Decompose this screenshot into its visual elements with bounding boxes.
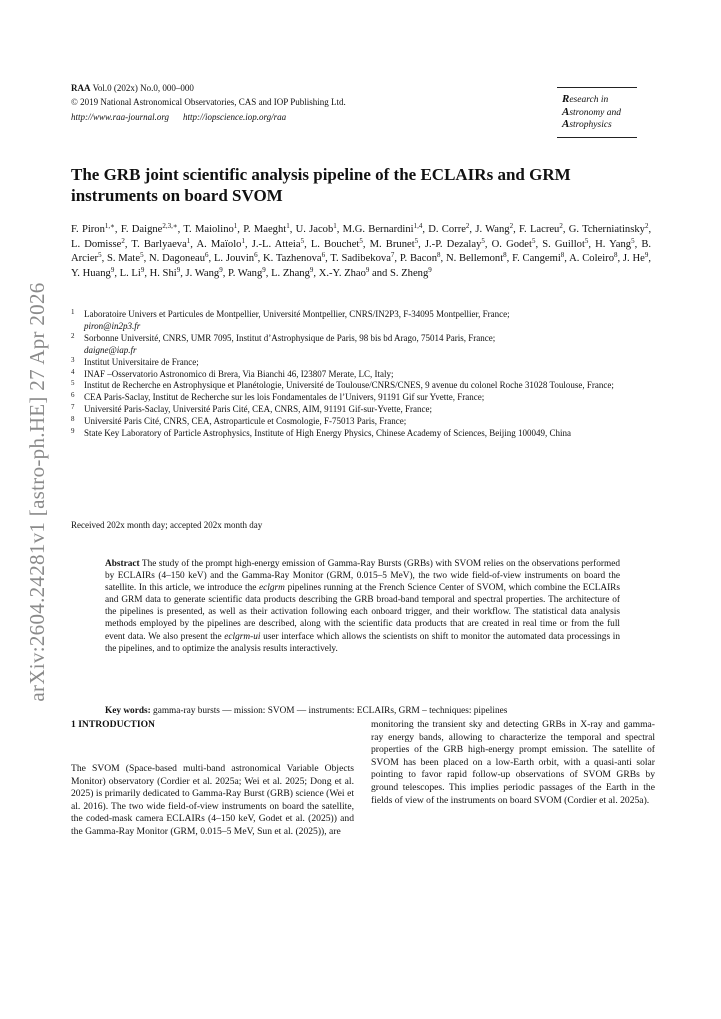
affiliation-text: Institut de Recherche en Astrophysique et Planétologie, Université de Toulouse/CNRS/CNES, 9 avenue du colonel Roche 31028 Toulouse, France; [84, 380, 614, 391]
affiliation-number: 8 [71, 415, 75, 424]
author-affiliation-mark: 9 [140, 265, 145, 274]
author-name: P. Bacon [399, 253, 438, 265]
abstract-label: Abstract [105, 559, 140, 569]
author-name: S. Zheng [389, 267, 429, 279]
author-affiliation-mark: 6 [321, 251, 326, 260]
author-name: Y. Huang [71, 267, 111, 279]
author-name: O. Godet [491, 238, 532, 250]
author-name: H. Shi [149, 267, 177, 279]
author-name: K. Tazhenova [263, 253, 322, 265]
intro-right-column: monitoring the transient sky and detecting GRBs in X-ray and gamma-ray energy bands, allowing to characterize the temporal and spectral properties of the GRB high-energy prompt emission. The satellite of SVOM has been placed on a low-Earth orbit, with a quasi-anti solar pointing to favor rapid follow-up observations of SVOM GRBs by ground telescopes. This implies periodic passages of the Earth in the fields of view of the instruments on board SVOM (Cordier et al. 2025a). [371, 719, 655, 806]
author-affiliation-mark: 5 [414, 236, 419, 245]
affiliation-text: Université Paris Cité, CNRS, CEA, Astroparticule et Cosmologie, F-75013 Paris, France; [84, 416, 407, 427]
author-name: M. Brunet [369, 238, 415, 250]
volume-info: Vol.0 (202x) No.0, 000–000 [92, 83, 194, 93]
author-name: N. Bellemont [445, 253, 504, 265]
author-affiliation-mark: 9 [365, 265, 370, 274]
author-name: T. Maiolino [183, 224, 234, 235]
author-affiliation-mark: 2 [121, 236, 125, 245]
affiliation-item [71, 380, 653, 392]
author-affiliation-mark: 2 [644, 222, 649, 230]
keywords-text: gamma-ray bursts — mission: SVOM — instruments: ECLAIRs, GRM – techniques: pipelines [153, 706, 508, 716]
author-affiliation-mark: 9 [262, 265, 266, 274]
journal-logo [562, 94, 642, 132]
author-name: N. Dagoneau [149, 253, 206, 265]
affiliation-number: 7 [71, 403, 75, 412]
author-affiliation-mark: 8 [614, 251, 618, 260]
author-affiliation-mark: 6 [254, 251, 258, 260]
author-affiliation-mark: 1,4 [413, 222, 423, 230]
author-name: U. Jacob [295, 224, 334, 235]
logo-bottom-rule [557, 137, 637, 138]
author-name: L. Li [119, 267, 141, 279]
author-affiliation-mark: 5 [481, 236, 485, 245]
keywords-label: Key words: [105, 706, 151, 716]
author-name: B. Arcier [71, 238, 652, 265]
author-name: G. Tcherniatinsky [568, 224, 645, 235]
affiliation-list [71, 309, 653, 440]
author-affiliation-mark: 9 [110, 265, 115, 274]
author-affiliation-mark: 9 [309, 265, 314, 274]
author-affiliation-mark: 5 [140, 251, 144, 260]
author-affiliation-mark: 2 [509, 222, 514, 230]
author-affiliation-mark: 9 [219, 265, 223, 274]
affiliation-text: Laboratoire Univers et Particules de Montpellier, Université Montpellier, CNRS/IN2P3, F-34095 Montpellier, France; [84, 309, 510, 319]
abstract-term-eclgrm: eclgrm [259, 583, 285, 594]
section-heading: 1 INTRODUCTION [71, 719, 155, 730]
logo-top-rule [557, 87, 637, 88]
author-affiliation-mark: 1 [233, 222, 238, 230]
affiliation-text: CEA Paris-Saclay, Institut de Recherche sur les lois Fondamentales de l’Univers, 91191 Gif sur Yvette, France; [84, 392, 485, 403]
author-affiliation-mark: 2,3,∗ [162, 222, 178, 230]
author-affiliation-mark: 1,∗ [104, 222, 115, 230]
author-name: J.-P. Dezalay [424, 238, 482, 250]
author-name: T. Barlyaeva [131, 238, 187, 250]
author-name: A. Coleiro [569, 253, 614, 265]
logo-line-2: Astronomy and [562, 105, 621, 118]
author-name: M.G. Bernardini [342, 224, 414, 235]
author-affiliation-mark: 9 [176, 265, 181, 274]
affiliation-text: INAF –Osservatorio Astronomico di Brera, Via Bianchi 46, I23807 Merate, LC, Italy; [84, 368, 394, 379]
author-affiliation-mark: 9 [428, 265, 432, 274]
affiliation-item [71, 428, 653, 440]
author-name: S. Mate [106, 253, 141, 265]
affiliation-email[interactable]: piron@in2p3.fr [84, 320, 141, 331]
author-affiliation-mark: 2 [559, 222, 563, 230]
author-affiliation-mark: 1 [333, 222, 337, 230]
logo-line-1: Research in [562, 93, 609, 105]
abstract [105, 558, 620, 655]
iop-url-link[interactable]: http://iopscience.iop.org/raa [183, 112, 287, 122]
journal-urls [71, 111, 286, 124]
author-name: D. Corre [428, 224, 466, 235]
affiliation-number: 9 [71, 427, 75, 436]
author-name: J. Wang [475, 224, 510, 235]
author-name: L. Domisse [71, 238, 122, 250]
abstract-text-3: user interface which allows the scientists on shift to monitor the automated data processings in the pipelines, and to optimize the analysis results interactively. [105, 631, 621, 654]
author-name: P. Wang [227, 267, 263, 279]
affiliation-item [71, 309, 653, 333]
received-date: Received 202x month day; accepted 202x month day [71, 520, 263, 530]
author-name: A. Maïolo [196, 238, 242, 250]
author-name: L. Zhang [271, 267, 310, 279]
author-name: H. Yang [595, 238, 632, 250]
author-name: J. He [622, 253, 645, 265]
affiliation-number: 4 [71, 367, 75, 376]
author-affiliation-mark: 5 [531, 236, 536, 245]
affiliation-item [71, 369, 653, 381]
author-affiliation-mark: 5 [359, 236, 363, 245]
author-list: F. Piron$^{1,∗}$, F. Daigne$^{2,3,∗}$, T. Maiolino$^1$, P. Maeght$^1$, U. Jacob$^1$, M.G. Bernardini$^{1,4}$, D. Corre$^2$, J. Wang$^2$, F. Lacreu$^2$, G. Tcherniatinsky$^2$, L. Domisse$^2$, T. Barlyaeva$^1$, A. Maïolo$^1$, J.-L. Atteia$^5$, L. Bouchet$^5$, M. Brunet$^5$, J.-P. Dezalay$^5$, O. Godet$^5$, S. Guillot$^5$, H. Yang$^5$, B. Arcier$^5$, S. Mate$^5$, N. Dagoneau$^6$, L. Jouvin$^6$, K. Tazhenova$^6$, T. Sadibekova$^7$, P. Bacon$^8$, N. Bellemont$^8$, F. Cangemi$^8$, A. Coleiro$^8$, J. He$^9$, Y. Huang$^9$, L. Li$^9$, H. Shi$^9$, J. Wang$^9$, P. Wang$^9$, L. Zhang$^9$, X.-Y. Zhao$^9$ and S. Zheng$^9$ [71, 222, 652, 279]
affiliation-item [71, 404, 653, 416]
author-name: L. Bouchet [310, 238, 360, 250]
author-affiliation-mark: 1 [286, 222, 290, 230]
abstract-text-1: The study of the prompt high-energy emission of Gamma-Ray Bursts (GRBs) with SVOM relies on the observations performed by ECLAIRs (4–150 keV) and the Gamma-Ray Monitor (GRM, 0.015–5 MeV), the two wide field-of-view instruments on board the satellite. In this article, we introduce the [105, 559, 620, 594]
affiliation-text: State Key Laboratory of Particle Astrophysics, Institute of High Energy Physics, Chinese Academy of Sciences, Beijing 100049, China [84, 428, 571, 439]
abstract-text-2: pipelines running at the French Science Center of SVOM, which combine the ECLAIRs and GRM data to generate scientific data products describing the GRB broad-band temporal and spectral properties. The architecture of the pipelines is presented, as well as their activation following each onboard trigger, and their workflow. The statistical data analysis methods employed by the pipelines are described, along with the scientific data products that are created in real time or from the full event data. We also present the [105, 583, 620, 642]
affiliation-number: 1 [71, 308, 75, 316]
author-name: P. Maeght [243, 224, 287, 235]
keywords [105, 705, 645, 717]
author-name: T. Sadibekova [330, 253, 391, 265]
author-affiliation-mark: 8 [503, 251, 507, 260]
affiliation-text: Institut Universitaire de France; [84, 356, 199, 367]
author-affiliation-mark: 7 [390, 251, 395, 260]
affiliation-email[interactable]: daigne@iap.fr [84, 344, 137, 355]
author-affiliation-mark: 5 [98, 251, 102, 260]
journal-url-link[interactable]: http://www.raa-journal.org [71, 112, 170, 122]
affiliation-text: Sorbonne Université, CNRS, UMR 7095, Institut d’Astrophysique de Paris, 98 bis bd Arago, 75014 Paris, France; [84, 332, 496, 343]
author-name: F. Lacreu [519, 224, 560, 235]
affiliation-item [71, 392, 653, 404]
intro-left-column: The SVOM (Space-based multi-band astronomical Variable Objects Monitor) observatory (Cordier et al. 2025a; Wei et al. 2025; Dong et al. 2025) is primarily dedicated to Gamma-Ray Burst (GRB) science (Wei et al. 2016). The two wide field-of-view instruments on board the satellite, the coded-mask camera ECLAIRs (4–150 keV, Godet et al. (2025)) and the Gamma-Ray Monitor (GRM, 0.015–5 MeV, Sun et al. (2025)), are [71, 763, 354, 837]
affiliation-item [71, 357, 653, 369]
affiliation-number: 3 [71, 355, 75, 364]
author-name: J.-L. Atteia [251, 238, 301, 250]
affiliation-number: 5 [71, 379, 75, 388]
logo-line-3: Astrophysics [562, 118, 612, 130]
affiliation-number: 2 [71, 331, 75, 340]
author-affiliation-mark: 9 [644, 251, 649, 260]
author-name: L. Jouvin [213, 253, 255, 265]
author-affiliation-mark: 8 [560, 251, 565, 260]
author-affiliation-mark: 5 [584, 236, 589, 245]
author-affiliation-mark: 5 [300, 236, 305, 245]
copyright-line: © 2019 National Astronomical Observatories, CAS and IOP Publishing Ltd. [71, 97, 346, 107]
journal-volume-line [71, 82, 194, 95]
author-name: X.-Y. Zhao [318, 267, 366, 279]
author-name: F. Piron [71, 224, 105, 235]
affiliation-item [71, 416, 653, 428]
paper-title: The GRB joint scientific analysis pipeline of the ECLAIRs and GRM instruments on board SVOM [71, 165, 571, 205]
author-name: F. Cangemi [512, 253, 561, 265]
affiliation-item [71, 333, 653, 357]
author-name: F. Daigne [120, 224, 163, 235]
affiliation-number: 6 [71, 391, 75, 400]
author-affiliation-mark: 6 [205, 251, 209, 260]
author-affiliation-mark: 1 [186, 236, 191, 245]
author-affiliation-mark: 1 [241, 236, 245, 245]
author-name: S. Guillot [542, 238, 585, 250]
abstract-term-eclgrm-ui: eclgrm-ui [224, 631, 261, 642]
author-affiliation-mark: 2 [465, 222, 470, 230]
author-name: J. Wang [185, 267, 220, 279]
author-affiliation-mark: 8 [437, 251, 441, 260]
arxiv-identifier: arXiv:2604.24281v1 [astro-ph.HE] 27 Apr 2026 [25, 282, 49, 702]
author-affiliation-mark: 5 [631, 236, 635, 245]
journal-abbrev: RAA [71, 83, 91, 93]
affiliation-text: Université Paris-Saclay, Université Paris Cité, CEA, CNRS, AIM, 91191 Gif-sur-Yvette, France; [84, 404, 432, 415]
